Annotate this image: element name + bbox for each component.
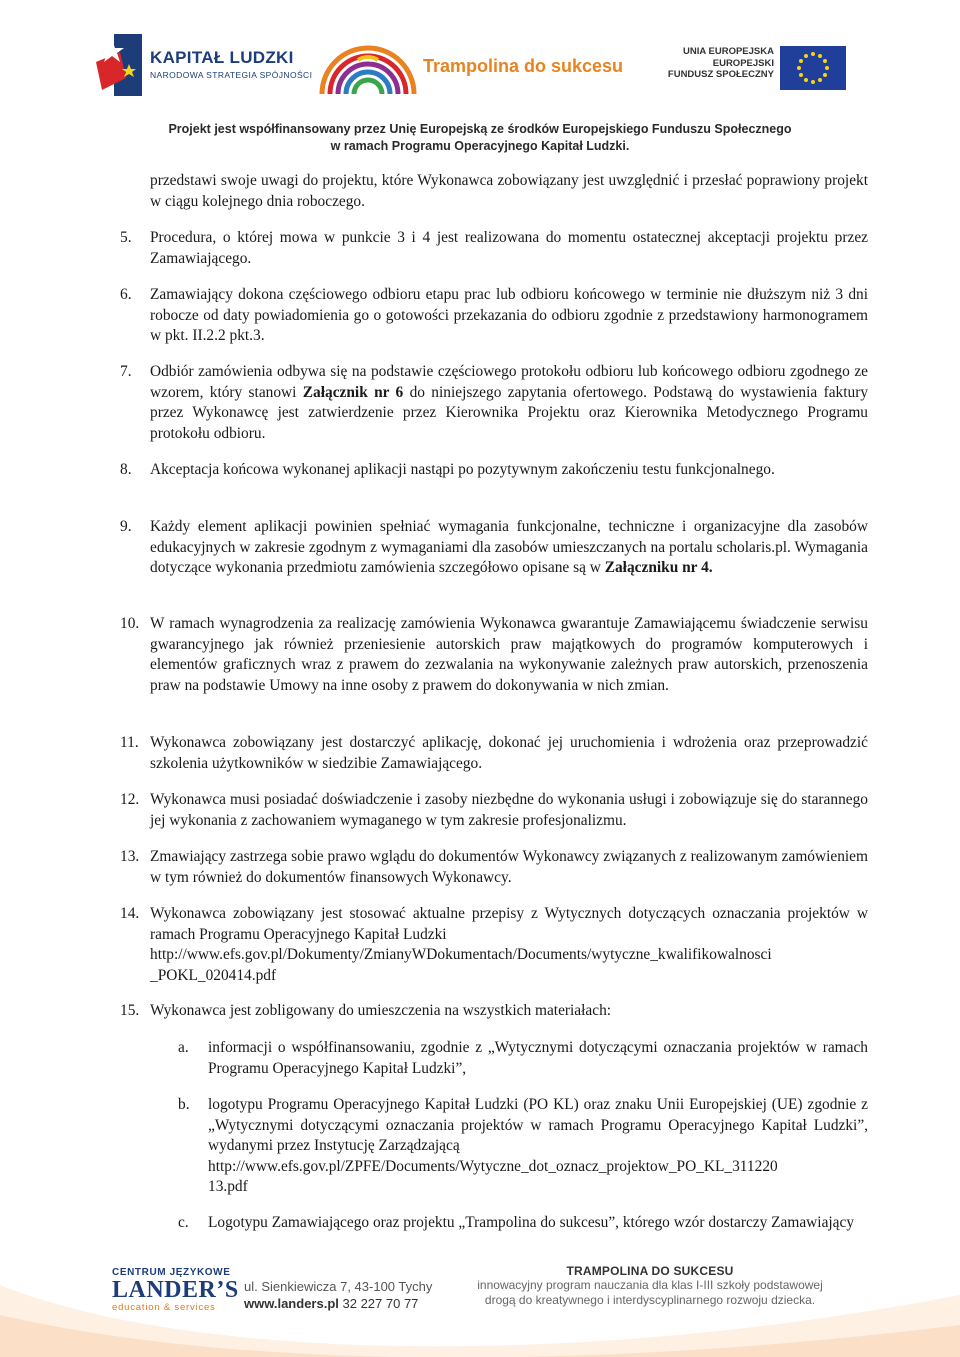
paragraph-number: 8. — [120, 461, 132, 478]
trampolina-footer-line-2: drogą do kreatywnego i interdyscyplinarnego rozwoju dziecka. — [484, 1293, 816, 1307]
cofinancing-line-1: Projekt jest współfinansowany przez Unię Europejską ze środków Europejskiego Funduszu Społecznego — [168, 122, 792, 136]
paragraph-text: do niniejszego zapytania ofertowego. Podstawą do wystawienia faktury przez Wykonawcę jest zatwierdzenie przez Kierownika Projektu oraz Kierownika Metodycznego Programu protokołu odbioru. — [150, 383, 869, 442]
paragraph-13 — [120, 847, 868, 888]
page-footer — [0, 1255, 960, 1357]
landers-logo — [112, 1267, 239, 1317]
subparagraph-text: Logotypu Zamawiającego oraz projektu „Trampolina do sukcesu”, którego wzór dostarczy Zamawiający — [208, 1214, 855, 1231]
paragraph-9 — [120, 517, 868, 579]
paragraph-12 — [120, 790, 868, 831]
subparagraph-text: informacji o współfinansowaniu, zgodnie z „Wytycznymi dotyczącymi oznaczania projektów w ramach Programu Operacyjnego Kapitał Ludzki”, — [208, 1039, 868, 1077]
paragraph-14 — [120, 904, 868, 986]
paragraph-number: 15. — [120, 1002, 140, 1019]
attachment-6-reference: Załącznik nr 6 — [302, 383, 404, 401]
landers-tagline: education & services — [112, 1302, 216, 1313]
paragraph-6 — [120, 285, 868, 347]
paragraph-text: Wykonawca zobowiązany jest dostarczyć aplikację, dokonać jej uruchomienia i wdrożenia oraz przeprowadzić szkolenia użytkowników w siedzibie Zamawiającego. — [150, 734, 868, 772]
kapital-ludzki-star-icon — [96, 34, 142, 96]
website-link[interactable]: www.landers.pl — [244, 1296, 339, 1311]
paragraph-4-continued: przedstawi swoje uwagi do projektu, które Wykonawca zobowiązany jest uwzględnić i przesłać poprawiony projekt w ciągu kolejnego dnia roboczego. — [150, 172, 868, 210]
trampolina-footer-line-1: innowacyjny program nauczania dla klas I-III szkoły podstawowej — [477, 1278, 823, 1292]
trampolina-footer — [470, 1264, 830, 1308]
eu-line-3: FUNDUSZ SPOŁECZNY — [667, 69, 774, 80]
guidelines-url-line-2[interactable]: _POKL_020414.pdf — [150, 966, 277, 984]
kapital-ludzki-subtitle: NARODOWA STRATEGIA SPÓJNOŚCI — [150, 70, 313, 80]
landers-name: LANDER’S — [112, 1277, 239, 1303]
subparagraph-c — [178, 1213, 868, 1234]
subparagraph-letter: b. — [178, 1096, 190, 1113]
paragraph-text: Wykonawca zobowiązany jest stosować aktualne przepisy z Wytycznych dotyczących oznaczania projektów w ramach Programu Operacyjnego Kapitał Ludzki — [150, 905, 868, 943]
eu-flag-icon — [780, 46, 846, 90]
paragraph-number: 14. — [120, 905, 140, 922]
paragraph-number: 7. — [120, 363, 132, 380]
trampolina-logo — [318, 40, 638, 96]
eu-text — [668, 46, 774, 81]
logo-guidelines-url-line-2[interactable]: 13.pdf — [208, 1178, 248, 1195]
paragraph-number: 9. — [120, 518, 132, 535]
paragraph-11 — [120, 733, 868, 774]
page-header — [0, 0, 960, 160]
paragraph-text: Wykonawca musi posiadać doświadczenie i zasoby niezbędne do wykonania usługi i zobowiązuje się do starannego jej wykonania z zachowaniem wymaganego w tym zakresie profesjonalizmu. — [150, 791, 868, 829]
logo-guidelines-url-line-1[interactable]: http://www.efs.gov.pl/ZPFE/Documents/Wytyczne_dot_oznacz_projektow_PO_KL_311220 — [208, 1157, 778, 1175]
paragraph-number: 11. — [120, 734, 139, 751]
paragraph-5 — [120, 228, 868, 269]
paragraph-15 — [120, 1001, 868, 1022]
eu-logo — [667, 46, 846, 92]
paragraph-number: 13. — [120, 848, 140, 865]
eu-line-2: EUROPEJSKI — [712, 57, 774, 69]
paragraph-number: 10. — [120, 615, 140, 632]
paragraph-number: 6. — [120, 286, 132, 303]
eu-line-1: UNIA EUROPEJSKA — [683, 46, 774, 57]
paragraph-text: W ramach wynagrodzenia za realizację zamówienia Wykonawca gwarantuje Zamawiającemu świadczenie serwisu gwarancyjnego jak również przeniesienie autorskich praw majątkowych do programów komputerowych i elementów graficznych wraz z prawem do zezwalania na wykonywanie zależnych praw autorskich, przenoszenia praw na podstawie Umowy na inne osoby z prawem do dokonywania w nich zmian. — [150, 615, 868, 694]
paragraph-7 — [120, 362, 869, 444]
paragraph-text: Zmawiający zastrzega sobie prawo wglądu do dokumentów Wykonawcy związanych z realizowanym zamówieniem w tym również do dokumentów finansowych Wykonawcy. — [150, 848, 868, 886]
attachment-4-reference: Załączniku nr 4. — [604, 559, 713, 576]
guidelines-url-line-1[interactable]: http://www.efs.gov.pl/Dokumenty/ZmianyWDokumentach/Documents/wytyczne_kwalifikowalnosci — [150, 946, 772, 963]
paragraph-text: Każdy element aplikacji powinien spełniać wymagania funkcjonalne, techniczne i organizacyjne dla zasobów edukacyjnych w zakresie zgodnym z wymaganiami dla zasobów umieszczanych na portalu scholaris.pl. Wymagania dotyczące wykonania przedmiotu zamówienia szczegółowo opisane są w — [150, 518, 868, 576]
paragraph-text: Zamawiający dokona częściowego odbioru etapu prac lub odbioru końcowego w terminie nie dłuższym niż 3 dni robocze od daty powiadomienia go o gotowości przekazania do odbioru zgodnie z przedstawiony harmonogramem w pkt. II.2.2 pkt.3. — [150, 286, 868, 344]
trampolina-title: Trampolina do sukcesu — [423, 56, 624, 76]
address-line: ul. Sienkiewicza 7, 43-100 Tychy — [244, 1279, 433, 1294]
trampolina-arc-icon — [318, 40, 418, 96]
paragraph-number: 5. — [120, 229, 132, 246]
cofinancing-line-2: w ramach Programu Operacyjnego Kapitał Ludzki. — [330, 139, 630, 153]
paragraph-10 — [120, 614, 868, 696]
paragraph-text: Odbiór zamówienia odbywa się na podstawie częściowego protokołu odbioru lub końcowego odbioru zgodnego ze wzorem, który stanowi — [150, 363, 868, 401]
paragraph-number: 12. — [120, 791, 140, 808]
kapital-ludzki-title: KAPITAŁ LUDZKI — [150, 48, 294, 67]
phone-number: 32 227 70 77 — [342, 1296, 419, 1311]
paragraph-text: Wykonawca jest zobligowany do umieszczenia na wszystkich materiałach: — [150, 1002, 612, 1019]
footer-address — [244, 1278, 432, 1312]
subparagraph-b — [178, 1095, 868, 1198]
paragraph-text: Procedura, o której mowa w punkcie 3 i 4 jest realizowana do momentu ostatecznej akceptacji projektu przez Zamawiającego. — [150, 229, 868, 267]
contact-line — [244, 1295, 432, 1312]
landers-top-label: CENTRUM JĘZYKOWE — [112, 1267, 231, 1278]
subparagraph-a — [178, 1038, 868, 1079]
kapital-ludzki-logo — [96, 34, 313, 96]
subparagraph-letter: c. — [178, 1214, 189, 1231]
paragraph-text: Akceptacja końcowa wykonanej aplikacji nastąpi po pozytywnym zakończeniu testu funkcjonalnego. — [150, 461, 775, 478]
paragraph-8 — [120, 460, 868, 481]
trampolina-footer-title: TRAMPOLINA DO SUKCESU — [566, 1264, 734, 1278]
subparagraph-text: logotypu Programu Operacyjnego Kapitał Ludzki (PO KL) oraz znaku Unii Europejskiej (UE) zgodnie z „Wytycznymi dotyczącymi oznaczania projektów w ramach Programu Operacyjnego Kapitał Ludzki”, wydanymi przez Instytucję Zarządzającą — [208, 1096, 868, 1154]
subparagraph-letter: a. — [178, 1039, 189, 1056]
